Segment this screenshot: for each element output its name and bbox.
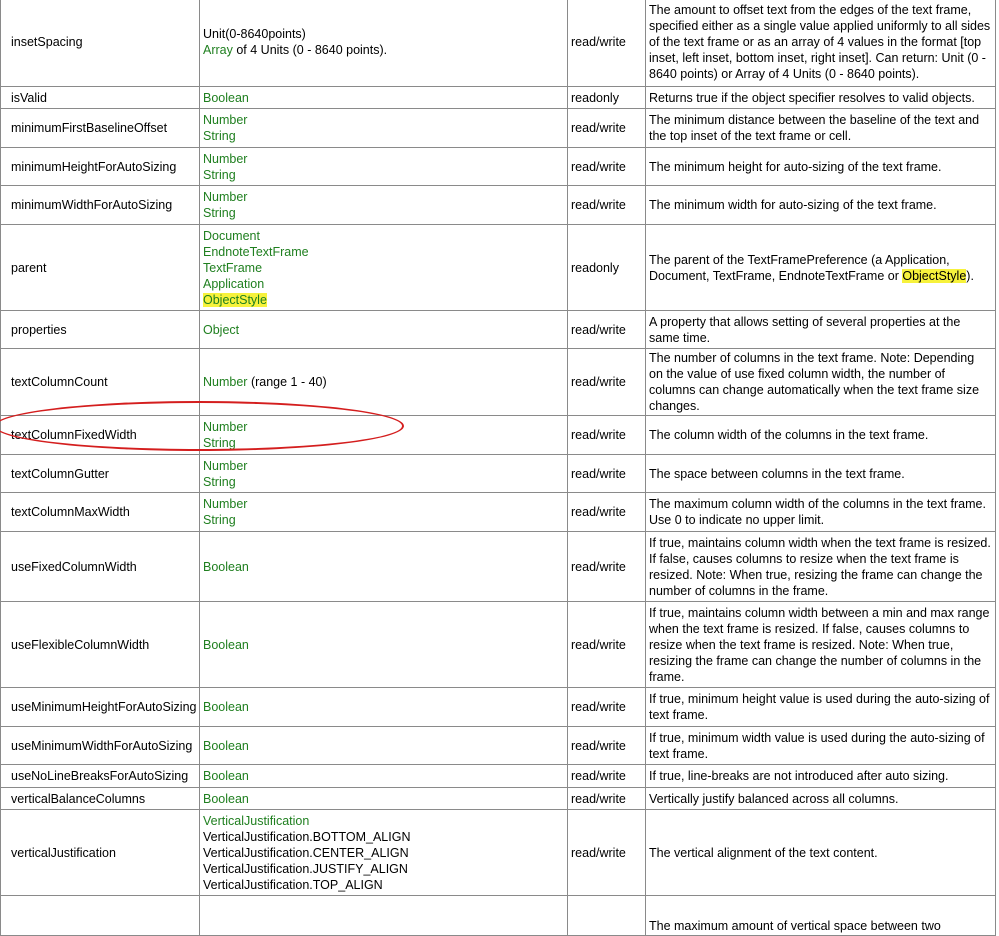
type-link[interactable]: String: [203, 513, 236, 527]
type-link[interactable]: Document: [203, 228, 260, 243]
property-name: textColumnGutter: [1, 455, 200, 493]
type-link[interactable]: Boolean: [203, 700, 249, 714]
property-description: The maximum column width of the columns in the text frame. Use 0 to indicate no upper limit.: [646, 493, 996, 532]
property-description: The maximum amount of vertical space between two: [646, 896, 996, 936]
property-type: [200, 186, 568, 225]
property-row: [1, 602, 996, 688]
property-row: [1, 727, 996, 765]
property-row: [1, 311, 996, 349]
type-line: [203, 877, 563, 893]
property-row: [1, 225, 996, 311]
property-row: [1, 810, 996, 896]
type-line: [203, 292, 563, 308]
type-text: of 4 Units (0 - 8640 points).: [232, 42, 388, 57]
property-description: If true, maintains column width when the text frame is resized. If false, causes columns to resize when the text frame is resized. Note: When true, resizing the frame can change the number of columns in the frame.: [646, 532, 996, 602]
property-name: minimumHeightForAutoSizing: [1, 148, 200, 186]
type-line: [203, 42, 563, 58]
property-access: read/write: [568, 416, 646, 455]
property-type: [200, 0, 568, 87]
property-name: parent: [1, 225, 200, 311]
property-name: minimumWidthForAutoSizing: [1, 186, 200, 225]
property-name: verticalJustification: [1, 810, 200, 896]
type-line: [203, 128, 563, 144]
type-link[interactable]: String: [203, 436, 236, 450]
type-link[interactable]: Number: [203, 190, 248, 204]
type-text: Unit(0-8640points): [203, 26, 306, 41]
property-name: textColumnCount: [1, 349, 200, 416]
type-link[interactable]: Number: [203, 151, 248, 166]
property-name: insetSpacing: [1, 0, 200, 87]
property-description: If true, maintains column width between a min and max range when the text frame is resized. If false, causes columns to resize when the text frame is resized. Note: When true, resizing the frame can change the number of columns in the frame.: [646, 602, 996, 688]
property-description: The vertical alignment of the text content.: [646, 810, 996, 896]
property-name: verticalBalanceColumns: [1, 788, 200, 810]
property-description: The minimum distance between the baseline of the text and the top inset of the text frame or cell.: [646, 109, 996, 148]
property-name: useFlexibleColumnWidth: [1, 602, 200, 688]
type-line: [203, 559, 563, 575]
type-line: [203, 260, 563, 276]
description-text: ).: [966, 268, 974, 283]
type-line: [203, 512, 563, 528]
property-type: [200, 311, 568, 349]
property-row: [1, 349, 996, 416]
property-name: textColumnFixedWidth: [1, 416, 200, 455]
property-access: [568, 896, 646, 936]
property-type: [200, 455, 568, 493]
property-row: [1, 493, 996, 532]
property-description: The column width of the columns in the text frame.: [646, 416, 996, 455]
property-row: [1, 765, 996, 788]
type-line: [203, 112, 563, 128]
type-link[interactable]: ObjectStyle: [203, 292, 267, 307]
property-description: A property that allows setting of several properties at the same time.: [646, 311, 996, 349]
property-access: read/write: [568, 311, 646, 349]
type-link[interactable]: Array: [203, 42, 233, 57]
property-type: [200, 532, 568, 602]
property-access: read/write: [568, 788, 646, 810]
property-row: [1, 416, 996, 455]
property-name: isValid: [1, 87, 200, 109]
property-access: read/write: [568, 602, 646, 688]
property-name: useFixedColumnWidth: [1, 532, 200, 602]
type-link[interactable]: Number: [203, 420, 248, 434]
type-link[interactable]: Object: [203, 322, 240, 337]
property-row: [1, 532, 996, 602]
type-line: [203, 861, 563, 877]
property-description: The space between columns in the text frame.: [646, 455, 996, 493]
property-type: [200, 727, 568, 765]
property-name: useNoLineBreaksForAutoSizing: [1, 765, 200, 788]
type-link[interactable]: Number: [203, 375, 248, 389]
type-text: (range 1 - 40): [247, 375, 327, 389]
property-row: [1, 148, 996, 186]
property-access: readonly: [568, 87, 646, 109]
type-link[interactable]: Boolean: [203, 738, 249, 753]
property-type: [200, 602, 568, 688]
property-name: useMinimumHeightForAutoSizing: [1, 688, 200, 727]
type-text: VerticalJustification.JUSTIFY_ALIGN: [203, 861, 408, 876]
property-description: The minimum width for auto-sizing of the text frame.: [646, 186, 996, 225]
type-line: [203, 829, 563, 845]
property-access: read/write: [568, 765, 646, 788]
type-link[interactable]: String: [203, 206, 236, 220]
type-line: [203, 26, 563, 42]
property-access: read/write: [568, 810, 646, 896]
type-line: [203, 244, 563, 260]
property-type: [200, 87, 568, 109]
type-link[interactable]: Boolean: [203, 90, 249, 105]
property-row: [1, 896, 996, 936]
property-row: [1, 788, 996, 810]
type-link[interactable]: Boolean: [203, 637, 249, 652]
property-description: The number of columns in the text frame. Note: Depending on the value of use fixed column width, the number of columns can change automatically when the text frame size changes.: [646, 349, 996, 416]
property-description: Vertically justify balanced across all columns.: [646, 788, 996, 810]
property-type: [200, 225, 568, 311]
property-type: [200, 765, 568, 788]
type-text: VerticalJustification.CENTER_ALIGN: [203, 845, 409, 860]
property-type: [200, 493, 568, 532]
type-line: [203, 435, 563, 451]
property-description: Returns true if the object specifier resolves to valid objects.: [646, 87, 996, 109]
property-access: read/write: [568, 727, 646, 765]
type-line: [203, 90, 563, 106]
type-text: VerticalJustification.TOP_ALIGN: [203, 877, 383, 892]
type-line: [203, 813, 563, 829]
type-line: [203, 151, 563, 167]
property-access: read/write: [568, 532, 646, 602]
property-access: read/write: [568, 493, 646, 532]
type-line: [203, 496, 563, 512]
highlighted-text: ObjectStyle: [902, 268, 967, 283]
property-type: [200, 416, 568, 455]
property-name: minimumFirstBaselineOffset: [1, 109, 200, 148]
type-link[interactable]: Boolean: [203, 559, 249, 574]
type-line: [203, 458, 563, 474]
property-description: If true, line-breaks are not introduced after auto sizing.: [646, 765, 996, 788]
type-link[interactable]: TextFrame: [203, 260, 263, 275]
property-type: [200, 810, 568, 896]
property-row: [1, 0, 996, 87]
type-line: [203, 205, 563, 221]
property-row: [1, 109, 996, 148]
type-line: [203, 228, 563, 244]
property-row: [1, 186, 996, 225]
property-row: [1, 688, 996, 727]
property-description: If true, minimum height value is used during the auto-sizing of text frame.: [646, 688, 996, 727]
property-type: [200, 148, 568, 186]
type-line: [203, 474, 563, 490]
property-access: read/write: [568, 109, 646, 148]
properties-table-body: [1, 0, 996, 936]
type-link[interactable]: Number: [203, 497, 248, 511]
property-type: [200, 349, 568, 416]
type-link[interactable]: Boolean: [203, 791, 249, 806]
property-name: [1, 896, 200, 936]
type-link[interactable]: String: [203, 167, 236, 182]
type-link[interactable]: Boolean: [203, 769, 249, 783]
property-row: [1, 455, 996, 493]
type-line: [203, 845, 563, 861]
property-access: readonly: [568, 225, 646, 311]
property-access: read/write: [568, 349, 646, 416]
type-line: [203, 637, 563, 653]
type-text: VerticalJustification.BOTTOM_ALIGN: [203, 829, 411, 844]
type-link[interactable]: Number: [203, 458, 248, 473]
property-name: useMinimumWidthForAutoSizing: [1, 727, 200, 765]
property-type: [200, 788, 568, 810]
type-line: [203, 791, 563, 807]
property-row: [1, 87, 996, 109]
property-description: The amount to offset text from the edges of the text frame, specified either as a single value applied uniformly to all sides of the text frame or as an array of 4 values in the format [top inset, left inset, bottom inset, right inset]. Can return: Unit (0 - 8640 points) or Array of 4 Units (0 - 8640 points).: [646, 0, 996, 87]
type-line: [203, 699, 563, 715]
property-type: [200, 896, 568, 936]
type-link[interactable]: Application: [203, 276, 265, 291]
description-text: The parent of the TextFramePreference (a Application, Document, TextFrame, EndnoteTextFrame or: [649, 252, 950, 283]
property-description: If true, minimum width value is used during the auto-sizing of text frame.: [646, 727, 996, 765]
property-description: The minimum height for auto-sizing of the text frame.: [646, 148, 996, 186]
type-line: [203, 189, 563, 205]
property-access: read/write: [568, 186, 646, 225]
type-line: [203, 768, 563, 784]
property-name: textColumnMaxWidth: [1, 493, 200, 532]
type-link[interactable]: VerticalJustification: [203, 813, 310, 828]
type-link[interactable]: Number: [203, 113, 248, 127]
type-link[interactable]: String: [203, 129, 236, 143]
type-link[interactable]: EndnoteTextFrame: [203, 244, 309, 259]
type-line: [203, 738, 563, 754]
type-line: [203, 374, 563, 390]
type-link[interactable]: String: [203, 474, 236, 489]
type-line: [203, 419, 563, 435]
property-access: read/write: [568, 0, 646, 87]
property-name: properties: [1, 311, 200, 349]
type-line: [203, 276, 563, 292]
property-type: [200, 688, 568, 727]
property-type: [200, 109, 568, 148]
property-access: read/write: [568, 148, 646, 186]
type-line: [203, 167, 563, 183]
type-line: [203, 322, 563, 338]
property-description: [646, 225, 996, 311]
property-access: read/write: [568, 688, 646, 727]
property-access: read/write: [568, 455, 646, 493]
